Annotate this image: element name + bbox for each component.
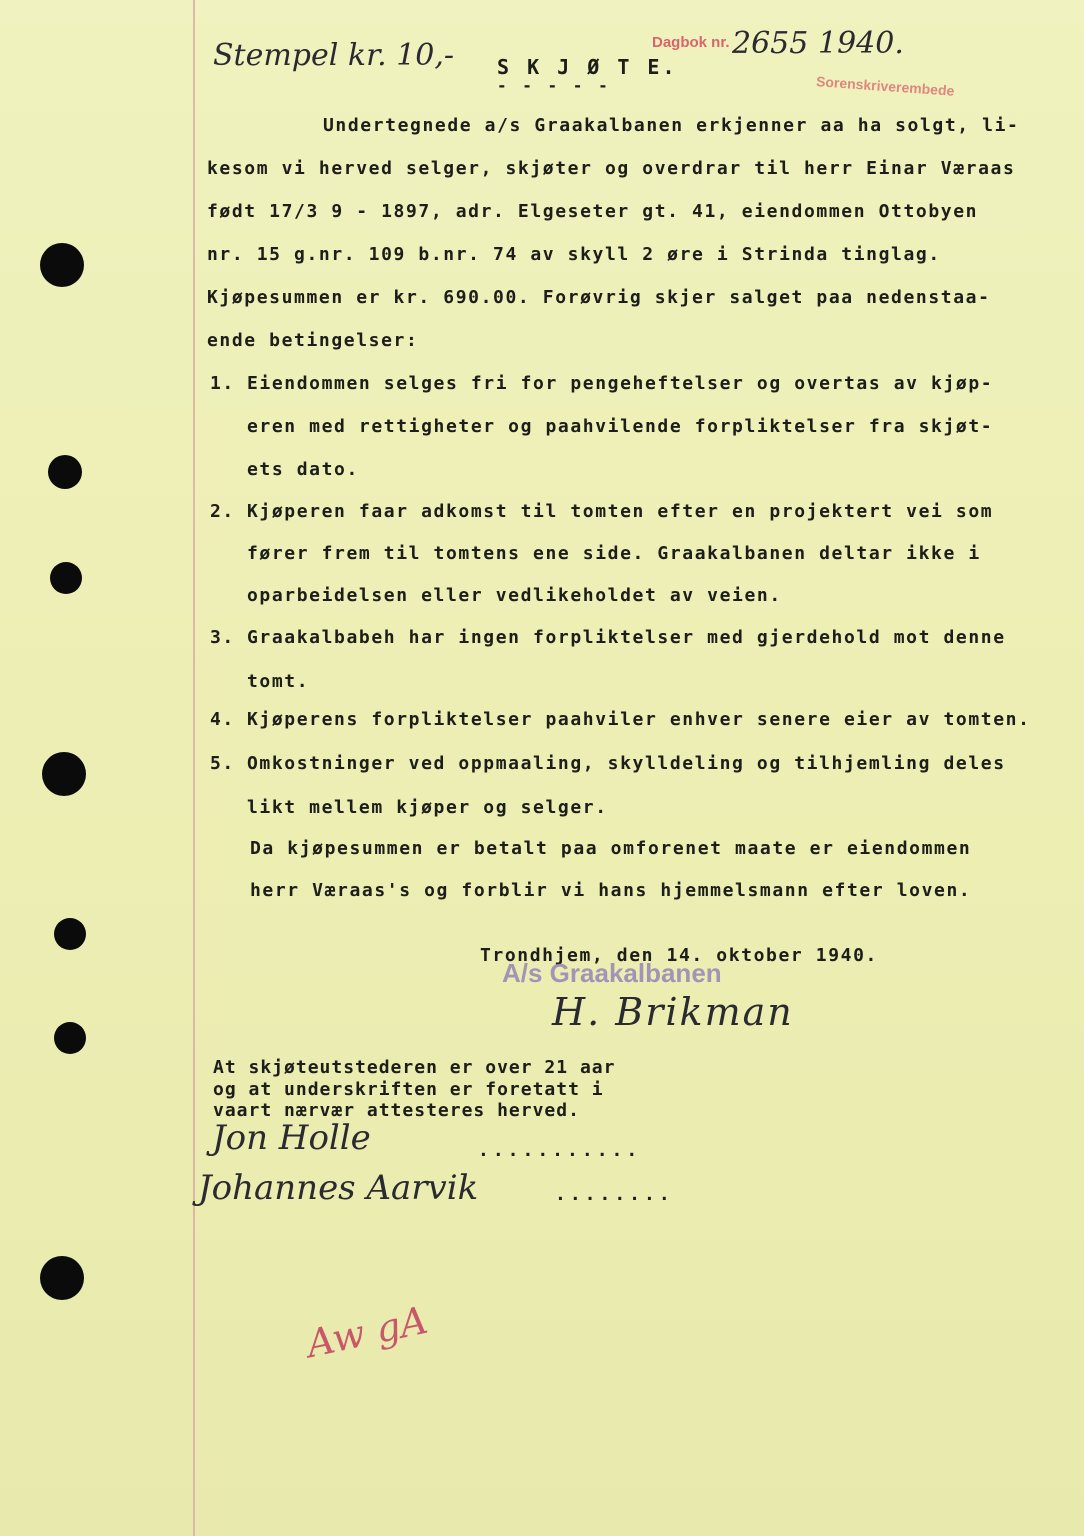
dagbok-number: 2655 bbox=[732, 26, 809, 61]
condition-line: Kjøperens forpliktelser paahviler enhver senere eier av tomten. bbox=[247, 709, 1031, 730]
punch-hole bbox=[42, 752, 86, 796]
body-line: kesom vi herved selger, skjøter og overdrar til herr Einar Væraas bbox=[207, 158, 1016, 179]
dagbok-year: 1940. bbox=[818, 26, 904, 61]
body-line: nr. 15 g.nr. 109 b.nr. 74 av skyll 2 øre i Strinda tinglag. bbox=[207, 244, 941, 265]
company-signature: H. Brikman bbox=[552, 990, 794, 1034]
title-underline: - - - - - bbox=[497, 76, 611, 95]
punch-hole bbox=[40, 1256, 84, 1300]
stamp-duty-note: Stempel kr. 10,- bbox=[213, 38, 455, 73]
document-title: S K J Ø T E. bbox=[497, 55, 678, 79]
punch-hole bbox=[48, 455, 82, 489]
office-stamp: Sorenskriverembede bbox=[815, 73, 955, 99]
condition-line: Graakalbabeh har ingen forpliktelser med gjerdehold mot denne bbox=[247, 627, 1006, 648]
body-line: Undertegnede a/s Graakalbanen erkjenner aa ha solgt, li- bbox=[323, 115, 1020, 136]
body-line: Kjøpesummen er kr. 690.00. Forøvrig skjer salget paa nedenstaa- bbox=[207, 287, 991, 308]
body-line: ende betingelser: bbox=[207, 330, 419, 351]
punch-hole bbox=[54, 1022, 86, 1054]
punch-hole bbox=[40, 243, 84, 287]
registrar-initials: Aw gA bbox=[302, 1297, 432, 1367]
condition-line: tomt. bbox=[247, 671, 310, 692]
attestation-line: At skjøteutstederen er over 21 aar bbox=[213, 1057, 616, 1078]
attestation-line: vaart nærvær attesteres herved. bbox=[213, 1100, 580, 1121]
condition-number: 2. bbox=[210, 501, 235, 522]
condition-line: fører frem til tomtens ene side. Graakalbanen deltar ikke i bbox=[247, 543, 981, 564]
closing-line: herr Væraas's og forblir vi hans hjemmelsmann efter loven. bbox=[250, 880, 972, 901]
closing-line: Da kjøpesummen er betalt paa omforenet maate er eiendommen bbox=[250, 838, 972, 859]
margin-rule bbox=[193, 0, 195, 1536]
condition-line: oparbeidelsen eller vedlikeholdet av veien. bbox=[247, 585, 782, 606]
condition-number: 3. bbox=[210, 627, 235, 648]
witness-signature: Jon Holle bbox=[212, 1118, 371, 1158]
witness-dots: ........... bbox=[478, 1140, 642, 1161]
condition-number: 5. bbox=[210, 753, 235, 774]
punch-hole bbox=[54, 918, 86, 950]
condition-line: Eiendommen selges fri for pengeheftelser og overtas av kjøp- bbox=[247, 373, 994, 394]
body-line: født 17/3 9 - 1897, adr. Elgeseter gt. 41, eiendommen Ottobyen bbox=[207, 201, 979, 222]
condition-number: 4. bbox=[210, 709, 235, 730]
condition-number: 1. bbox=[210, 373, 235, 394]
condition-line: ets dato. bbox=[247, 459, 359, 480]
witness-dots: ........ bbox=[555, 1184, 674, 1205]
condition-line: likt mellem kjøper og selger. bbox=[247, 797, 608, 818]
condition-line: Omkostninger ved oppmaaling, skylldeling og tilhjemling deles bbox=[247, 753, 1006, 774]
company-stamp: A/s Graakalbanen bbox=[502, 958, 722, 988]
attestation-line: og at underskriften er foretatt i bbox=[213, 1079, 604, 1100]
condition-line: Kjøperen faar adkomst til tomten efter en projektert vei som bbox=[247, 501, 994, 522]
date-line: Trondhjem, den 14. oktober 1940. bbox=[480, 945, 878, 966]
condition-line: eren med rettigheter og paahvilende forpliktelser fra skjøt- bbox=[247, 416, 994, 437]
witness-signature: Johannes Aarvik bbox=[198, 1168, 479, 1208]
dagbok-label: Dagbok nr. bbox=[652, 34, 730, 51]
punch-hole bbox=[50, 562, 82, 594]
